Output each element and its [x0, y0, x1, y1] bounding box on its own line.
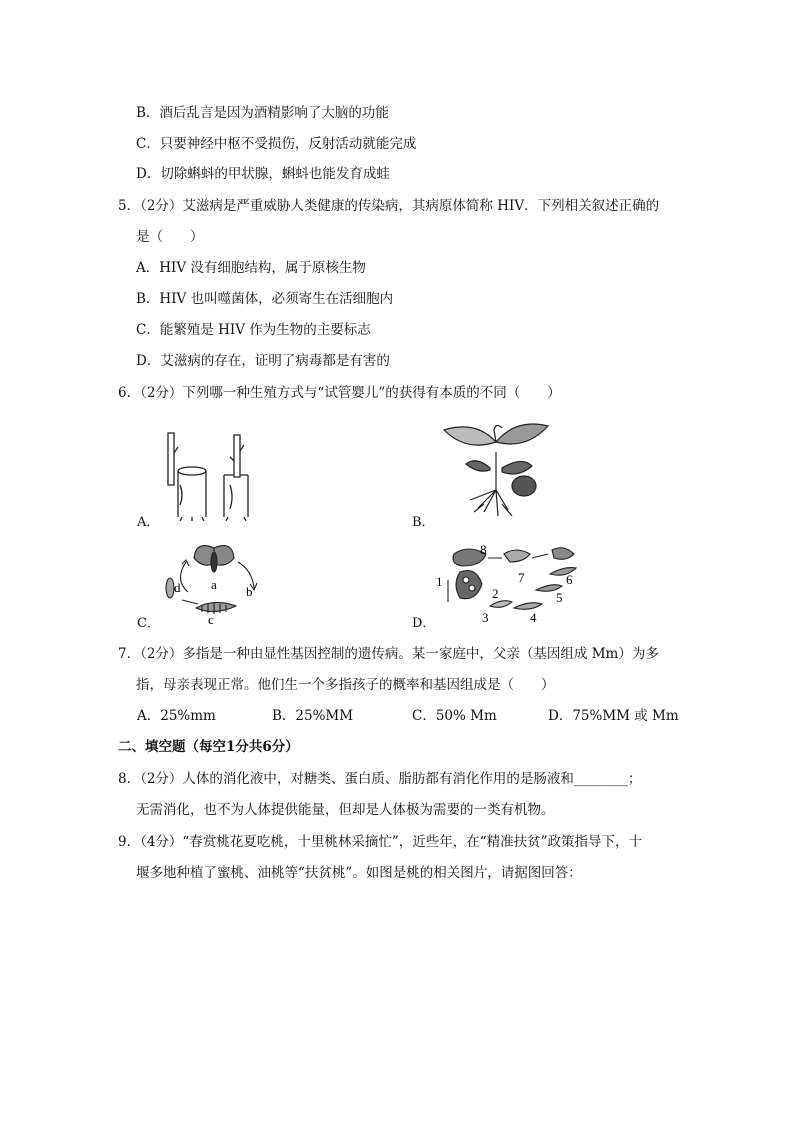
q6-label-a: A． — [137, 515, 160, 530]
q5-stem-cont: 是（ ） — [136, 229, 204, 245]
fig-d-label-3: 3 — [482, 610, 489, 625]
q7-option-d: D．75%MM 或 Mm — [548, 708, 679, 724]
q4-option-b: B．酒后乱言是因为酒精影响了大脑的功能 — [136, 105, 389, 121]
section-title: 二、填空题（每空1分共6分） — [118, 739, 299, 755]
fig-d-label-1: 1 — [436, 574, 443, 589]
fig-c-label-d: d — [174, 580, 181, 595]
q7-option-a: A．25%mm — [137, 708, 216, 724]
q5-option-d: D．艾滋病的存在，证明了病毒都是有害的 — [136, 353, 390, 369]
seedling-illustration — [436, 412, 556, 524]
grafting-illustration — [150, 425, 260, 525]
q8-stem-cont: 无需消化，也不为人体提供能量，但却是人体极为需要的一类有机物。 — [136, 802, 555, 818]
q7-option-c: C．50% Mm — [412, 708, 497, 724]
q7-stem-cont: 指，母亲表现正常。他们生一个多指孩子的概率和基因组成是（ ） — [136, 677, 555, 693]
q4-option-c: C．只要神经中枢不受损伤，反射活动就能完成 — [136, 136, 417, 152]
q5-option-b: B．HIV 也叫噬菌体，必须寄生在活细胞内 — [136, 291, 394, 307]
fig-c-label-c: c — [208, 612, 214, 626]
fig-d-label-2: 2 — [492, 586, 499, 601]
q5-option-a: A．HIV 没有细胞结构，属于原核生物 — [136, 260, 366, 276]
q5-option-c: C．能繁殖是 HIV 作为生物的主要标志 — [136, 322, 371, 338]
q5-stem: 5．（2分）艾滋病是严重威胁人类健康的传染病，其病原体简称 HIV．下列相关叙述正确的 — [118, 198, 660, 214]
q6-label-d: D． — [412, 616, 436, 631]
moth-life-cycle-illustration — [158, 538, 268, 626]
fig-c-label-a: a — [211, 577, 217, 592]
fig-d-label-8: 8 — [480, 542, 487, 557]
q9-stem-cont: 堰多地种植了蜜桃、油桃等“扶贫桃”。如图是桃的相关图片，请据图回答： — [136, 865, 582, 881]
fig-d-label-4: 4 — [530, 610, 537, 625]
q6-stem: 6．（2分）下列哪一种生殖方式与“试管婴儿”的获得有本质的不同（ ） — [118, 385, 561, 401]
q8-stem: 8．（2分）人体的消化液中，对糖类、蛋白质、脂肪都有消化作用的是肠液和________； — [118, 771, 642, 787]
fig-d-label-5: 5 — [556, 590, 563, 605]
q7-stem: 7．（2分）多指是一种由显性基因控制的遗传病。某一家庭中，父亲（基因组成 Mm）为多 — [118, 646, 659, 662]
q6-label-b: B． — [412, 515, 435, 530]
fig-c-label-b: b — [246, 584, 253, 599]
q6-label-c: C． — [137, 616, 160, 631]
fig-d-label-7: 7 — [518, 570, 525, 585]
q4-option-d: D．切除蝌蚪的甲状腺，蝌蚪也能发育成蛙 — [136, 166, 390, 182]
q9-stem: 9．（4分）“春赏桃花夏吃桃，十里桃林采摘忙”，近些年，在“精准扶贫”政策指导下，十 — [118, 834, 643, 850]
q7-option-b: B．25%MM — [272, 708, 354, 724]
fig-d-label-6: 6 — [566, 572, 573, 587]
frog-metamorphosis-illustration — [432, 540, 582, 628]
